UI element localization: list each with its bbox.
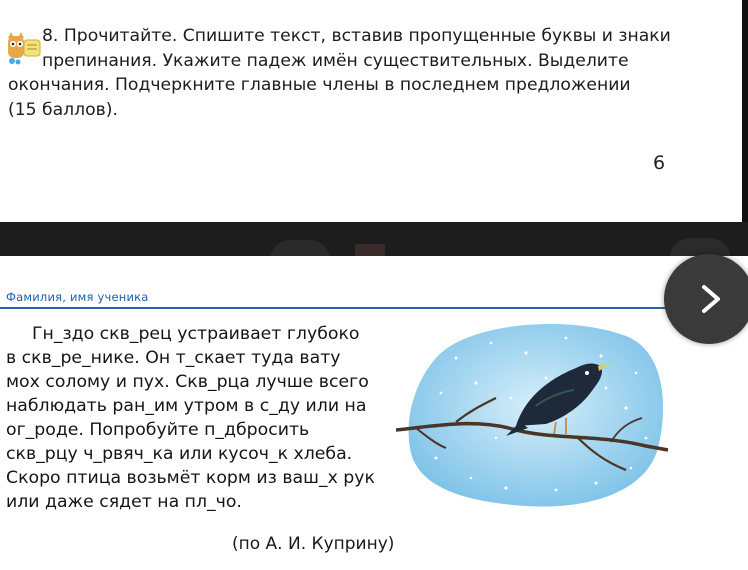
student-name-label: Фамилия, имя ученика — [6, 290, 149, 304]
page-edge — [742, 0, 748, 228]
passage-line: в скв_ре_нике. Он т_скает туда вату — [6, 348, 341, 368]
task-line: окончания. Подчеркните главные члены в последнем предложении — [8, 75, 631, 95]
passage-line: скв_рцу ч_рвяч_ка или кусоч_к хлеба. — [6, 444, 353, 464]
passage-line: наблюдать ран_им утром в с_ду или на — [6, 396, 367, 416]
task-line: 8. Прочитайте. Спишите текст, вставив пропущенные буквы и знаки — [42, 26, 671, 46]
passage-line: или даже сядет на пл_чо. — [6, 492, 242, 512]
passage-line: Гн_здо скв_рец устраивает глубоко — [32, 324, 360, 344]
task-line: (15 баллов). — [8, 99, 118, 120]
next-page-button[interactable] — [664, 254, 748, 344]
page-number: 6 — [653, 152, 666, 174]
task-line: препинания. Укажите падеж имён существительных. Выделите — [42, 50, 629, 71]
passage-line: мох солому и пух. Скв_рца лучше всего — [6, 372, 369, 392]
passage-line: ог_роде. Попробуйте п_дбросить — [6, 420, 310, 440]
task-page — [0, 0, 748, 228]
task-instructions — [8, 24, 728, 122]
student-name-line — [0, 307, 700, 309]
passage-line: Скоро птица возьмёт корм из ваш_х рук — [6, 468, 375, 488]
starling-on-branch-icon — [396, 318, 670, 510]
chevron-right-icon — [698, 283, 724, 315]
passage-text — [6, 322, 406, 514]
passage-attribution: (по А. И. Куприну) — [232, 534, 395, 554]
